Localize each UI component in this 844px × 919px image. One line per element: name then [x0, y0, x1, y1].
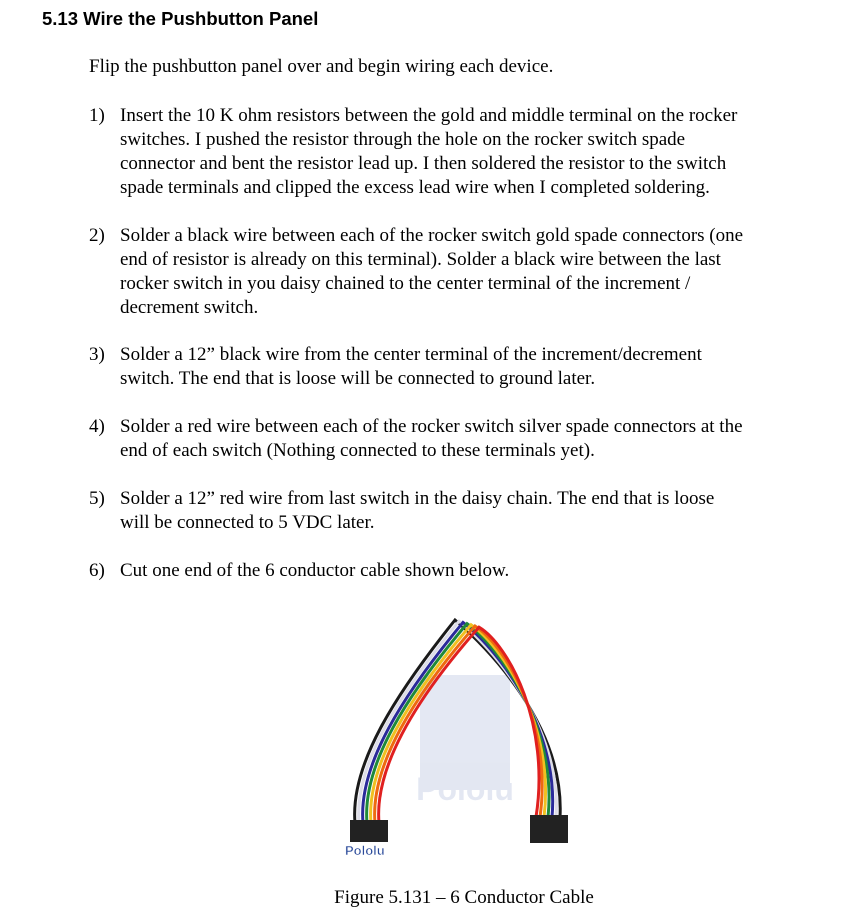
step-item-3	[89, 343, 819, 391]
cable-image	[335, 605, 595, 865]
step-line: spade terminals and clipped the excess lead wire when I completed soldering.	[120, 177, 710, 198]
step-line: switch. The end that is loose will be connected to ground later.	[120, 368, 596, 389]
step-item-6	[89, 559, 819, 583]
left-connector	[350, 820, 388, 842]
figure-caption: Figure 5.131 – 6 Conductor Cable	[334, 887, 594, 908]
step-item-2	[89, 224, 819, 320]
right-connector	[530, 815, 568, 843]
step-number: 1)	[89, 105, 105, 126]
step-line: connector and bent the resistor lead up. I then soldered the resistor to the switch	[120, 153, 727, 174]
step-number: 5)	[89, 488, 105, 509]
pololu-watermark	[416, 675, 514, 807]
step-item-5	[89, 487, 819, 535]
watermark-text: Pololu	[416, 771, 514, 807]
section-heading: 5.13 Wire the Pushbutton Panel	[42, 8, 319, 29]
pololu-logo: Pololu	[345, 843, 385, 858]
step-line: Insert the 10 K ohm resistors between the gold and middle terminal on the rocker	[120, 105, 738, 126]
step-number: 4)	[89, 416, 105, 437]
intro-text: Flip the pushbutton panel over and begin wiring each device.	[89, 56, 554, 77]
step-number: 3)	[89, 344, 105, 365]
step-line: Solder a red wire between each of the rocker switch silver spade connectors at the	[120, 416, 743, 437]
step-line: Cut one end of the 6 conductor cable shown below.	[120, 560, 510, 581]
step-line: Solder a 12” red wire from last switch in the daisy chain. The end that is loose	[120, 488, 715, 509]
step-line: Solder a 12” black wire from the center terminal of the increment/decrement	[120, 344, 702, 365]
step-line: Solder a black wire between each of the rocker switch gold spade connectors (one	[120, 225, 744, 246]
step-line: end of resistor is already on this terminal). Solder a black wire between the last	[120, 249, 721, 270]
step-line: rocker switch in you daisy chained to the center terminal of the increment /	[120, 273, 691, 294]
step-number: 2)	[89, 225, 105, 246]
step-item-4	[89, 415, 819, 463]
step-item-1	[89, 104, 819, 200]
step-number: 6)	[89, 560, 105, 581]
step-line: end of each switch (Nothing connected to these terminals yet).	[120, 440, 595, 461]
cable-figure	[335, 605, 595, 865]
step-line: decrement switch.	[120, 297, 259, 318]
step-line: switches. I pushed the resistor through the hole on the rocker switch spade	[120, 129, 686, 150]
step-line: will be connected to 5 VDC later.	[120, 512, 375, 533]
